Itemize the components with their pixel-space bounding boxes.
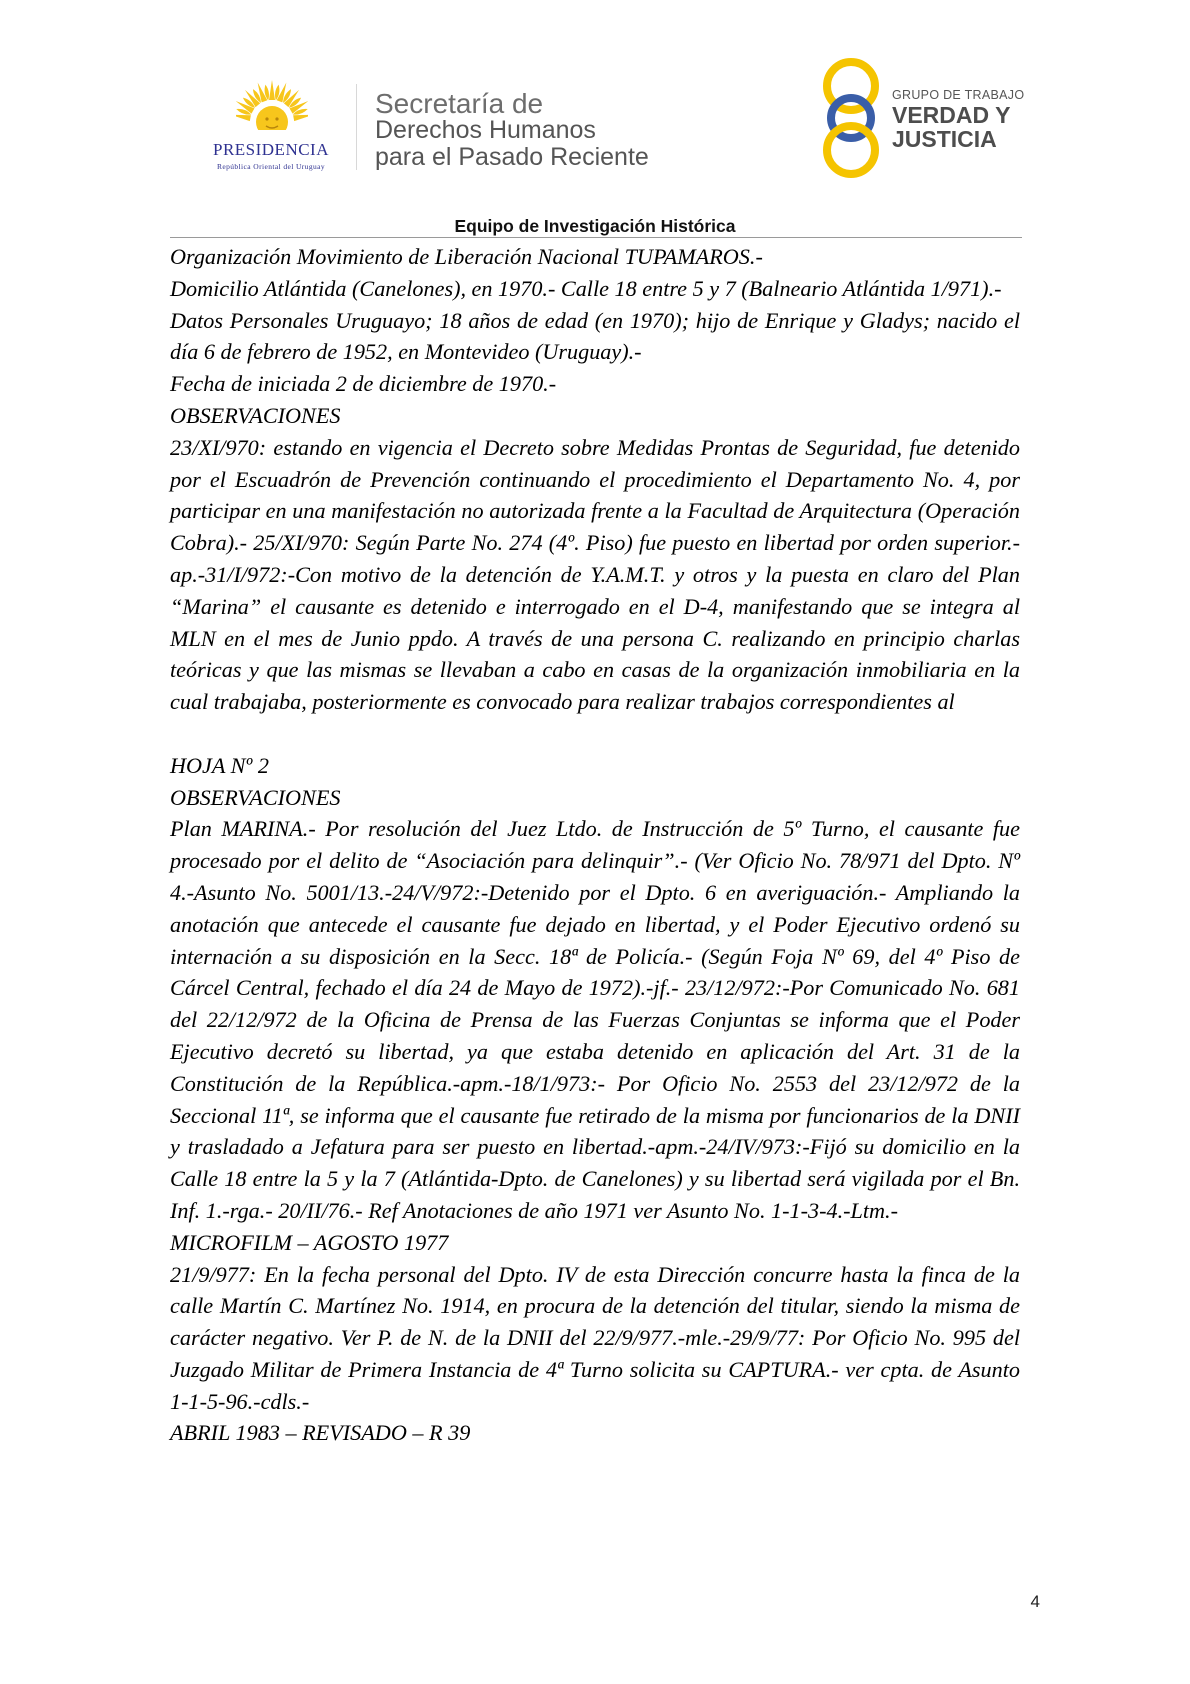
observations-paragraph-2: Plan MARINA.- Por resolución del Juez Ltdo. de Instrucción de 5º Turno, el causante fue procesado por el delito de “Asociación para delinquir”.- (Ver Oficio No. 78/971 del Dpto. Nº 4.-Asunto No. 5001/13.-24/V/972:-Detenido por el Dpto. 6 en averiguación.- Ampliando la anotación que antecede el causante fue dejado en libertad, y el Poder Ejecutivo ordenó su internación a su disposición en la Secc. 18ª de Policía.- (Según Foja Nº 69, del 4º Piso de Cárcel Central, fechado el día 24 de Mayo de 1972).-jf.- 23/12/972:-Por Comunicado No. 681 del 22/12/972 de la Oficina de Prensa de las Fuerzas Conjuntas se informa que el Poder Ejecutivo decretó su libertad, ya que estaba detenido en aplicación del Art. 31 de la Constitución de la República.-apm.-18/1/973:- Por Oficio No. 2553 del 23/12/972 de la Seccional 11ª, se informa que el causante fue retirado de la misma por funcionarios de la DNII y trasladado a Jefatura para ser puesto en libertad.-apm.-24/IV/973:-Fijó su domicilio en la Calle 18 entre la 5 y la 7 (Atlántida-Dpto. de Canelones) y su libertad será vigilada por el Bn. Inf. 1.-rga.- 20/II/76.- Ref Anotaciones de año 1971 ver Asunto No. 1-1-3-4.-Ltm.-: [170, 816, 1020, 1223]
rings-logo-icon: [820, 56, 882, 180]
observations-paragraph: 23/XI/970: estando en vigencia el Decreto sobre Medidas Prontas de Seguridad, fue detenido por el Escuadrón de Prevención continuando el procedimiento el Departamento No. 4, por participar en una manifestación no autorizada frente a la Facultad de Arquitectura (Operación Cobra).- 25/XI/970: Según Parte No. 274 (4º. Piso) fue puesto en libertad por orden superior.-ap.-31/I/972:-Con motivo de la detención de Y.A.M.T. y otros y la puesta en claro del Plan “Marina” el causante es detenido e interrogado en el D-4, manifestando que se integra al MLN en el mes de Junio ppdo. A través de una persona C. realizando en principio charlas teóricas y que las mismas se llevaban a cabo en casas de la organización inmobiliaria en la cual trabajaba, posteriormente es convocado para realizar trabajos correspondientes al: [170, 434, 1020, 715]
sheet-heading: HOJA Nº 2: [170, 752, 269, 778]
secretaria-line-3: para el Pasado Reciente: [375, 143, 649, 171]
header-divider: [356, 84, 357, 170]
team-title: Equipo de Investigación Histórica: [454, 216, 736, 236]
observations-heading-2: OBSERVACIONES: [170, 784, 341, 810]
document-body: [170, 241, 1020, 1449]
header-rule: [170, 237, 1022, 238]
observations-heading: OBSERVACIONES: [170, 402, 341, 428]
start-date-line: Fecha de iniciada 2 de diciembre de 1970.-: [170, 371, 557, 397]
organization-line: Organización Movimiento de Liberación Nacional TUPAMAROS.-: [170, 244, 763, 269]
domicile-paragraph: Domicilio Atlántida (Canelones), en 1970.- Calle 18 entre 5 y 7 (Balneario Atlántida 1/971).-: [170, 275, 1002, 301]
personal-data-paragraph: Datos Personales Uruguayo; 18 años de edad (en 1970); hijo de Enrique y Gladys; nacido el día 6 de febrero de 1952, en Montevideo (Uruguay).-: [170, 307, 1020, 365]
gtvj-line-1: GRUPO DE TRABAJO: [892, 88, 1025, 102]
presidencia-logo: [196, 78, 346, 178]
gtvj-line-3: JUSTICIA: [892, 126, 997, 152]
gtvj-line-2: VERDAD Y: [892, 102, 1011, 128]
sun-emblem-icon: [236, 78, 308, 140]
page-number: 4: [1030, 1592, 1040, 1611]
gtvj-logo-text: [892, 88, 1024, 151]
microfilm-heading: MICROFILM – AGOSTO 1977: [170, 1229, 449, 1255]
secretaria-line-2: Derechos Humanos: [375, 116, 596, 144]
revision-line: ABRIL 1983 – REVISADO – R 39: [170, 1420, 471, 1446]
document-header: [0, 0, 1190, 236]
microfilm-paragraph: 21/9/977: En la fecha personal del Dpto. IV de esta Dirección concurre hasta la finca de la calle Martín C. Martínez No. 1914, en procura de la detención del titular, siendo la misma de carácter negativo. Ver P. de N. de la DNII del 22/9/977.-mle.-29/9/77: Por Oficio No. 995 del Juzgado Militar de Primera Instancia de 4ª Turno solicita su CAPTURA.- ver cpta. de Asunto 1-1-5-96.-cdls.-: [170, 1261, 1020, 1414]
paragraph-spacer: [170, 718, 1020, 750]
presidencia-subtitle: República Oriental del Uruguay: [216, 162, 325, 171]
presidencia-name: PRESIDENCIA: [212, 140, 329, 159]
secretaria-line-1: Secretaría de: [375, 88, 544, 119]
secretaria-logo-text: [375, 90, 649, 171]
